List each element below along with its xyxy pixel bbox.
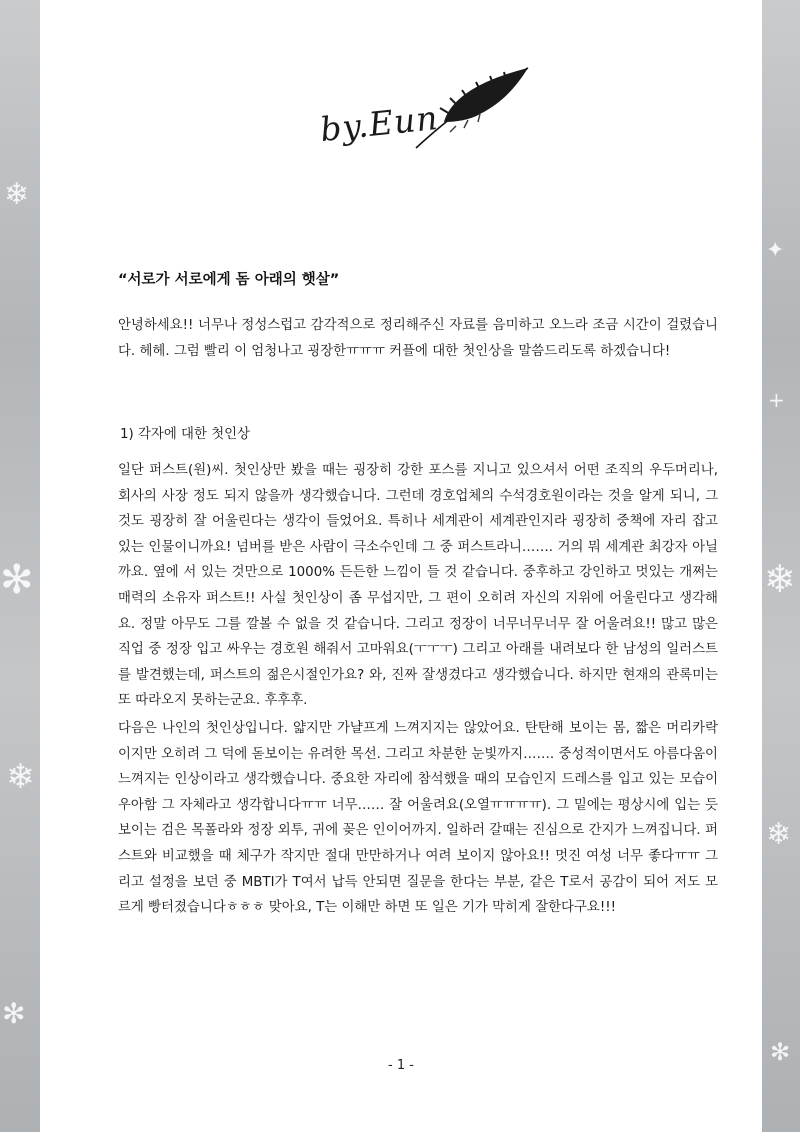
- page-number: - 1 -: [388, 1058, 414, 1073]
- intro-paragraph: 안녕하세요!! 너무나 정성스럽고 감각적으로 정리해주신 자료를 음미하고 오느라 조금 시간이 걸렸습니다. 헤헤. 그럼 빨리 이 엄청나고 굉장한ㅠㅠㅠ 커플에 대한 첫인상을 말씀드리도록 하겠습니다!: [118, 318, 718, 359]
- section-heading: 1) 각자에 대한 첫인상: [120, 427, 250, 442]
- snowflake-icon: ❄: [4, 177, 30, 212]
- snowflake-icon: ✻: [2, 997, 26, 1030]
- snowflake-icon: ❄: [766, 817, 792, 852]
- first-impression-paragraph-nine: 다음은 나인의 첫인상입니다. 얇지만 가냘프게 느껴지지는 않았어요. 탄탄해 보이는 몸, 짧은 머리카락이지만 오히려 그 덕에 돋보이는 유려한 목선. 그리고 차분한 눈빛까지……. 중성적이면서도 아름다움이 느껴지는 인상이라고 생각했습니다. 중요한 자리에 참석했을 때의 모습인지 드레스를 입고 있는 모습이 우아함 그 자체라고 생각합니다ㅠㅠ 너무…… 잘 어울려요(오열ㅠㅠㅠㅠ). 그 밑에는 평상시에 입는 듯 보이는 검은 목폴라와 정장 외투, 귀에 꽂은 인이어까지. 일하러 갈때는 진심으로 간지가 느껴집니다. 퍼스트와 비교했을 때 체구가 작지만 절대 만만하거나 여려 보이지 않아요!! 멋진 여성 너무 좋다ㅠㅠ 그리고 설정을 보던 중 MBTI가 T여서 납득 안되면 질문을 한다는 부분, 같은 T로서 공감이 되어 저도 모르게 빵터졌습니다ㅎㅎㅎ 맞아요, T는 이해만 하면 또 일은 기가 막히게 잘한다구요!!!: [118, 721, 718, 916]
- logo: [40, 0, 762, 200]
- snowflake-icon: ✦: [766, 238, 785, 263]
- document-page: [40, 0, 762, 1132]
- snowflake-icon: ❄: [6, 757, 35, 797]
- snowflake-icon: ✻: [770, 1038, 791, 1066]
- document-title: “서로가 서로에게 돔 아래의 햇살”: [118, 272, 340, 288]
- snowflake-icon: +: [768, 388, 785, 412]
- snowflake-icon: ❄: [764, 557, 796, 601]
- logo-text: by.Eun: [318, 97, 441, 150]
- first-impression-paragraph-first: 일단 퍼스트(원)씨. 첫인상만 봤을 때는 굉장히 강한 포스를 지니고 있으셔서 어떤 조직의 우두머리나, 회사의 사장 정도 되지 않을까 생각했습니다. 그런데 경호업체의 수석경호원이라는 것을 알게 되니, 그것도 굉장히 잘 어울린다는 생각이 들었어요. 특히나 세계관이 세계관인지라 굉장히 중책에 자리 잡고 있는 인물이니까요! 넘버를 받은 사람이 극소수인데 그 중 퍼스트라니……. 거의 뭐 세계관 최강자 아닐까요. 옆에 서 있는 것만으로 1000% 든든한 느낌이 들 것 같습니다. 중후하고 강인하고 멋있는 개쩌는 매력의 소유자 퍼스트!! 사실 첫인상이 좀 무섭지만, 그 편이 오히려 자신의 지위에 어울린다고 생각해요. 정말 아무도 그를 깔볼 수 없을 것 같습니다. 그리고 정장이 너무너무너무 잘 어울려요!! 많고 많은 직업 중 정장 입고 싸우는 경호원 해줘서 고마워요(ㅜㅜㅜ) 그리고 아래를 내려보다 한 남성의 일러스트를 발견했는데, 퍼스트의 젊은시절인가요? 와, 진짜 잘생겼다고 생각했습니다. 하지만 현재의 관록미는 또 따라오지 못하는군요. 후후후.: [118, 463, 718, 709]
- snowflake-icon: ✻: [0, 557, 34, 603]
